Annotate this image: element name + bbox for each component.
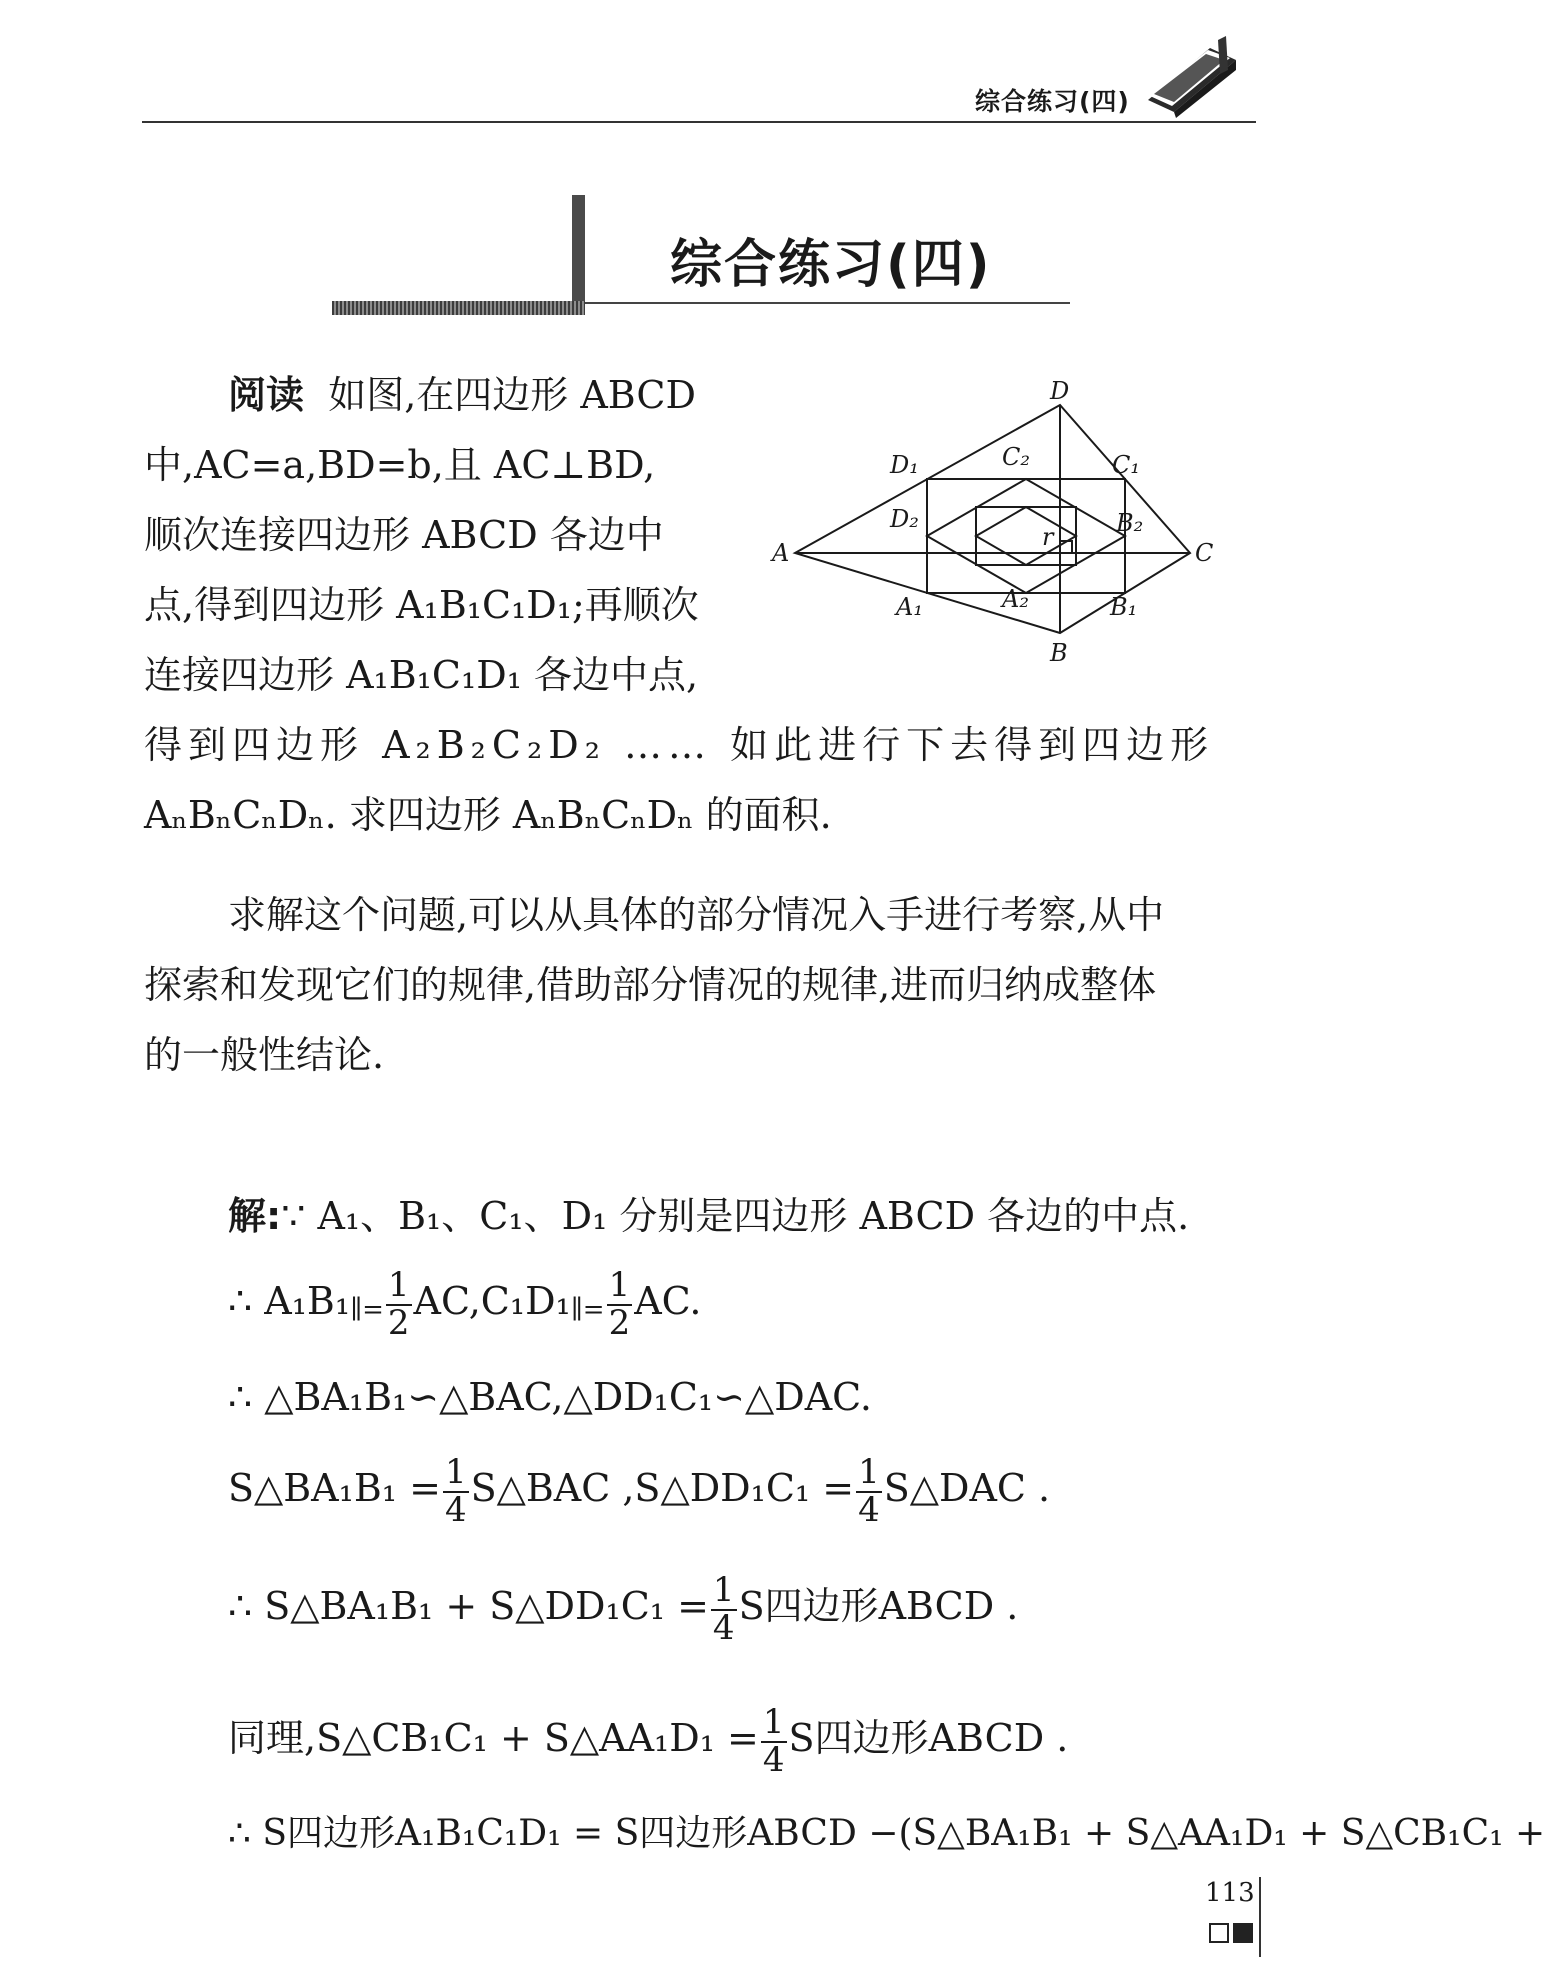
page-title: 综合练习(四) bbox=[670, 235, 992, 295]
title-underline bbox=[585, 302, 1070, 304]
reading-line: 点,得到四边形 A₁B₁C₁D₁;再顺次 bbox=[144, 583, 699, 627]
label-c2: C₂ bbox=[1002, 443, 1030, 471]
label-b: B bbox=[1050, 639, 1068, 667]
label-c1: C₁ bbox=[1112, 451, 1140, 479]
method-paragraph-cont bbox=[144, 950, 1156, 1090]
solution-label: 解: bbox=[228, 1194, 282, 1238]
solution-text: S△DAC . bbox=[883, 1466, 1051, 1511]
label-r: r bbox=[1042, 523, 1054, 551]
running-header: 综合练习(四) bbox=[975, 87, 1130, 116]
header-rule bbox=[142, 121, 1256, 123]
fraction-quarter: $\frac{1}{4}$ bbox=[762, 1702, 785, 1780]
title-bar-horizontal bbox=[332, 301, 585, 315]
fraction-half: $\frac{1}{2}$ bbox=[608, 1265, 631, 1343]
reading-line: 如图,在四边形 ABCD bbox=[328, 373, 696, 417]
label-b2: B₂ bbox=[1116, 509, 1144, 537]
solution-text: S四边形ABCD . bbox=[788, 1716, 1069, 1761]
solution-text: AC,C₁D₁ bbox=[413, 1279, 571, 1324]
book-icon bbox=[1140, 30, 1240, 118]
solution-text: S△BA₁B₁ = bbox=[228, 1466, 441, 1511]
solution-text: AC. bbox=[634, 1279, 702, 1324]
quad-a1b1c1d1 bbox=[927, 479, 1125, 593]
label-c: C bbox=[1195, 539, 1214, 567]
solution-line-2 bbox=[228, 1265, 702, 1343]
solution-text: 同理, bbox=[228, 1716, 317, 1761]
label-d1: D₁ bbox=[890, 451, 919, 479]
solution-line-7 bbox=[228, 1805, 1545, 1856]
solution-text: ∴ S四边形A₁B₁C₁D₁ = S四边形ABCD −(S△BA₁B₁ + S△AA₁D₁ + S△CB₁C₁ + bbox=[228, 1813, 1545, 1854]
solution-line-6 bbox=[228, 1702, 1069, 1780]
page-number-rule bbox=[1259, 1877, 1261, 1957]
solution-line-1 bbox=[228, 1185, 1189, 1240]
reading-paragraph bbox=[228, 360, 696, 430]
fraction-quarter: $\frac{1}{4}$ bbox=[858, 1452, 880, 1530]
quadrilateral-figure bbox=[770, 377, 1230, 667]
method-paragraph bbox=[228, 880, 1164, 950]
label-a: A bbox=[772, 539, 790, 567]
label-d2: D₂ bbox=[890, 505, 919, 533]
filled-square-icon bbox=[1233, 1923, 1253, 1943]
label-d: D bbox=[1050, 377, 1070, 405]
method-line: 求解这个问题,可以从具体的部分情况入手进行考察,从中 bbox=[228, 893, 1165, 937]
title-bar-vertical bbox=[572, 195, 585, 313]
page-number: 113 bbox=[1205, 1878, 1255, 1908]
parallel-equal-symbol: ∥= bbox=[570, 1295, 605, 1326]
solution-text: ∴ △BA₁B₁∽△BAC,△DD₁C₁∽△DAC. bbox=[228, 1375, 872, 1419]
reading-line: 连接四边形 A₁B₁C₁D₁ 各边中点, bbox=[144, 653, 699, 697]
solution-text: ∴ A₁B₁ bbox=[228, 1279, 351, 1324]
solution-text: ∵ A₁、B₁、C₁、D₁ 分别是四边形 ABCD 各边的中点. bbox=[281, 1194, 1190, 1238]
reading-line: AₙBₙCₙDₙ. 求四边形 AₙBₙCₙDₙ 的面积. bbox=[144, 793, 832, 837]
fraction-quarter: $\frac{1}{4}$ bbox=[444, 1452, 467, 1530]
fraction-quarter: $\frac{1}{4}$ bbox=[712, 1570, 735, 1648]
reading-label: 阅读 bbox=[228, 373, 305, 417]
solution-text: S△CB₁C₁ + S△AA₁D₁ = bbox=[316, 1716, 759, 1761]
solution-line-5 bbox=[228, 1570, 1019, 1648]
method-line: 探索和发现它们的规律,借助部分情况的规律,进而归纳成整体 bbox=[144, 963, 1157, 1007]
label-b1: B₁ bbox=[1110, 593, 1138, 621]
solution-text: ∴ S△BA₁B₁ + S△DD₁C₁ = bbox=[228, 1584, 709, 1629]
quad-a2b2c2d2 bbox=[927, 479, 1125, 593]
method-line: 的一般性结论. bbox=[144, 1033, 385, 1077]
reading-line: 得到四边形 A₂B₂C₂D₂ …… 如此进行下去得到四边形 bbox=[144, 723, 1215, 767]
reading-line: 中,AC=a,BD=b,且 AC⊥BD, bbox=[144, 443, 656, 487]
solution-line-3 bbox=[228, 1375, 872, 1419]
solution-text: S四边形ABCD . bbox=[738, 1584, 1019, 1629]
parallel-equal-symbol: ∥= bbox=[350, 1295, 384, 1326]
reading-line: 顺次连接四边形 ABCD 各边中 bbox=[144, 513, 664, 557]
label-a1: A₁ bbox=[896, 593, 923, 621]
fraction-half: $\frac{1}{2}$ bbox=[387, 1265, 410, 1343]
solution-line-4 bbox=[228, 1452, 1051, 1530]
label-a2: A₂ bbox=[1002, 585, 1029, 613]
empty-square-icon bbox=[1209, 1923, 1229, 1943]
solution-text: S△BAC ,S△DD₁C₁ = bbox=[470, 1466, 855, 1511]
